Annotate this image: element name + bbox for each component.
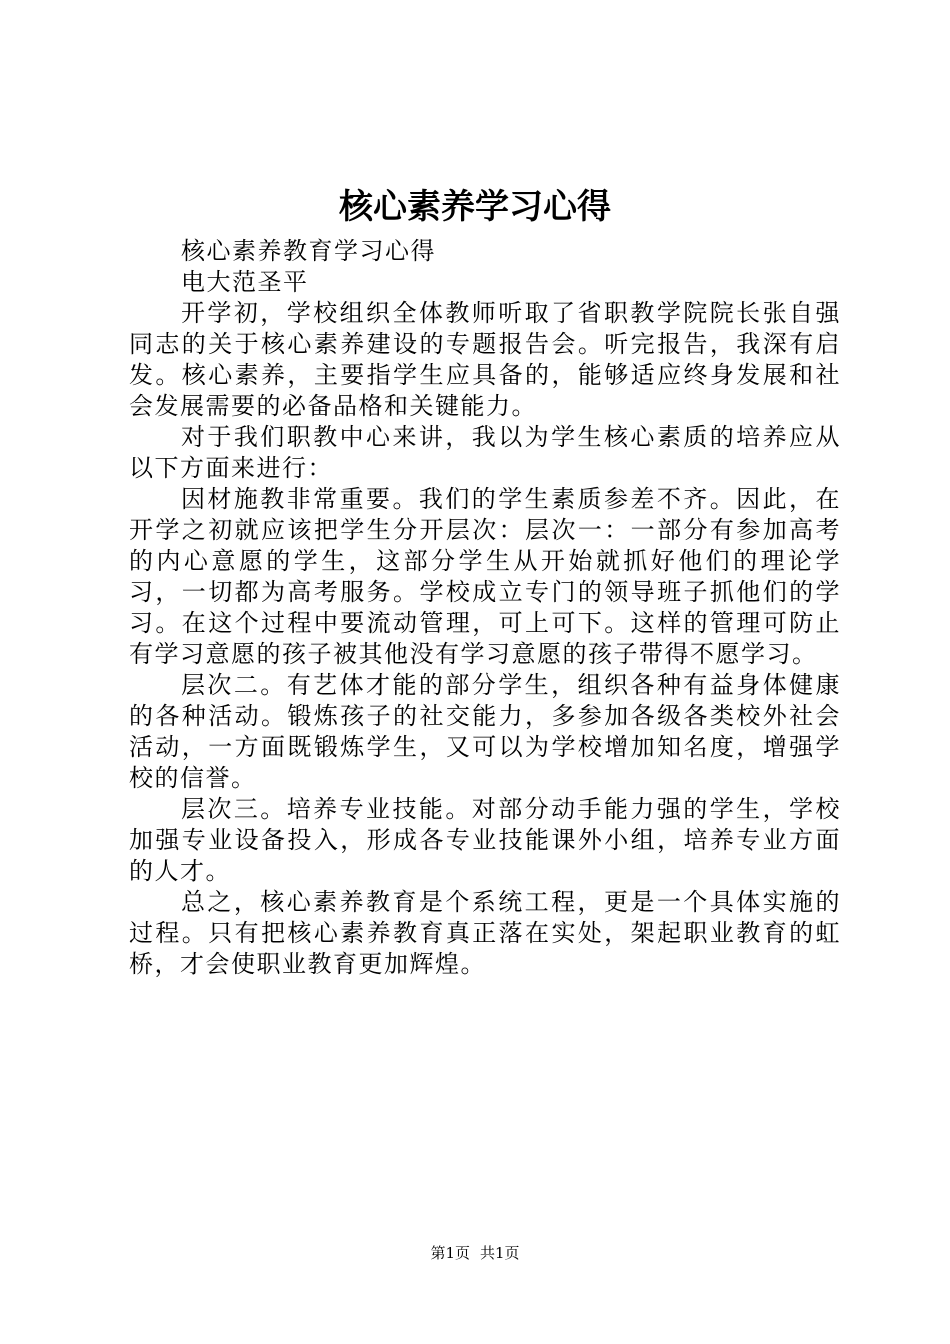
- page-number: 第1页: [430, 1244, 470, 1262]
- paragraph-subtitle: 核心素养教育学习心得: [181, 237, 436, 265]
- paragraph-level-three: 层次三。培养专业技能。对部分动手能力强的学生，学校加强专业设备投入，形成各专业技能课外小组，培养专业方面的人才。: [129, 795, 841, 885]
- document-body: [129, 236, 841, 980]
- page-total: 共1页: [480, 1244, 520, 1262]
- document-title: 核心素养学习心得: [339, 187, 611, 227]
- paragraph-level-one: 因材施教非常重要。我们的学生素质参差不齐。因此，在开学之初就应该把学生分开层次：层次一：一部分有参加高考的内心意愿的学生，这部分学生从开始就抓好他们的理论学习，一切都为高考服务。学校成立专门的领导班子抓他们的学习。在这个过程中要流动管理，可上可下。这样的管理可防止有学习意愿的孩子被其他没有学习意愿的孩子带得不愿学习。: [129, 485, 841, 668]
- paragraph-level-two: 层次二。有艺体才能的部分学生，组织各种有益身体健康的各种活动。锻炼孩子的社交能力，多参加各级各类校外社会活动，一方面既锻炼学生，又可以为学校增加知名度，增强学校的信誉。: [129, 671, 841, 792]
- paragraph-intro: 开学初，学校组织全体教师听取了省职教学院院长张自强同志的关于核心素养建设的专题报告会。听完报告，我深有启发。核心素养，主要指学生应具备的，能够适应终身发展和社会发展需要的必备品格和关键能力。: [129, 299, 841, 420]
- paragraph-conclusion: 总之，核心素养教育是个系统工程，更是一个具体实施的过程。只有把核心素养教育真正落在实处，架起职业教育的虹桥，才会使职业教育更加辉煌。: [129, 888, 841, 978]
- page-footer: [0, 1242, 950, 1264]
- paragraph-approach: 对于我们职教中心来讲，我以为学生核心素质的培养应从以下方面来进行：: [129, 423, 841, 482]
- paragraph-author: 电大范圣平: [181, 268, 309, 296]
